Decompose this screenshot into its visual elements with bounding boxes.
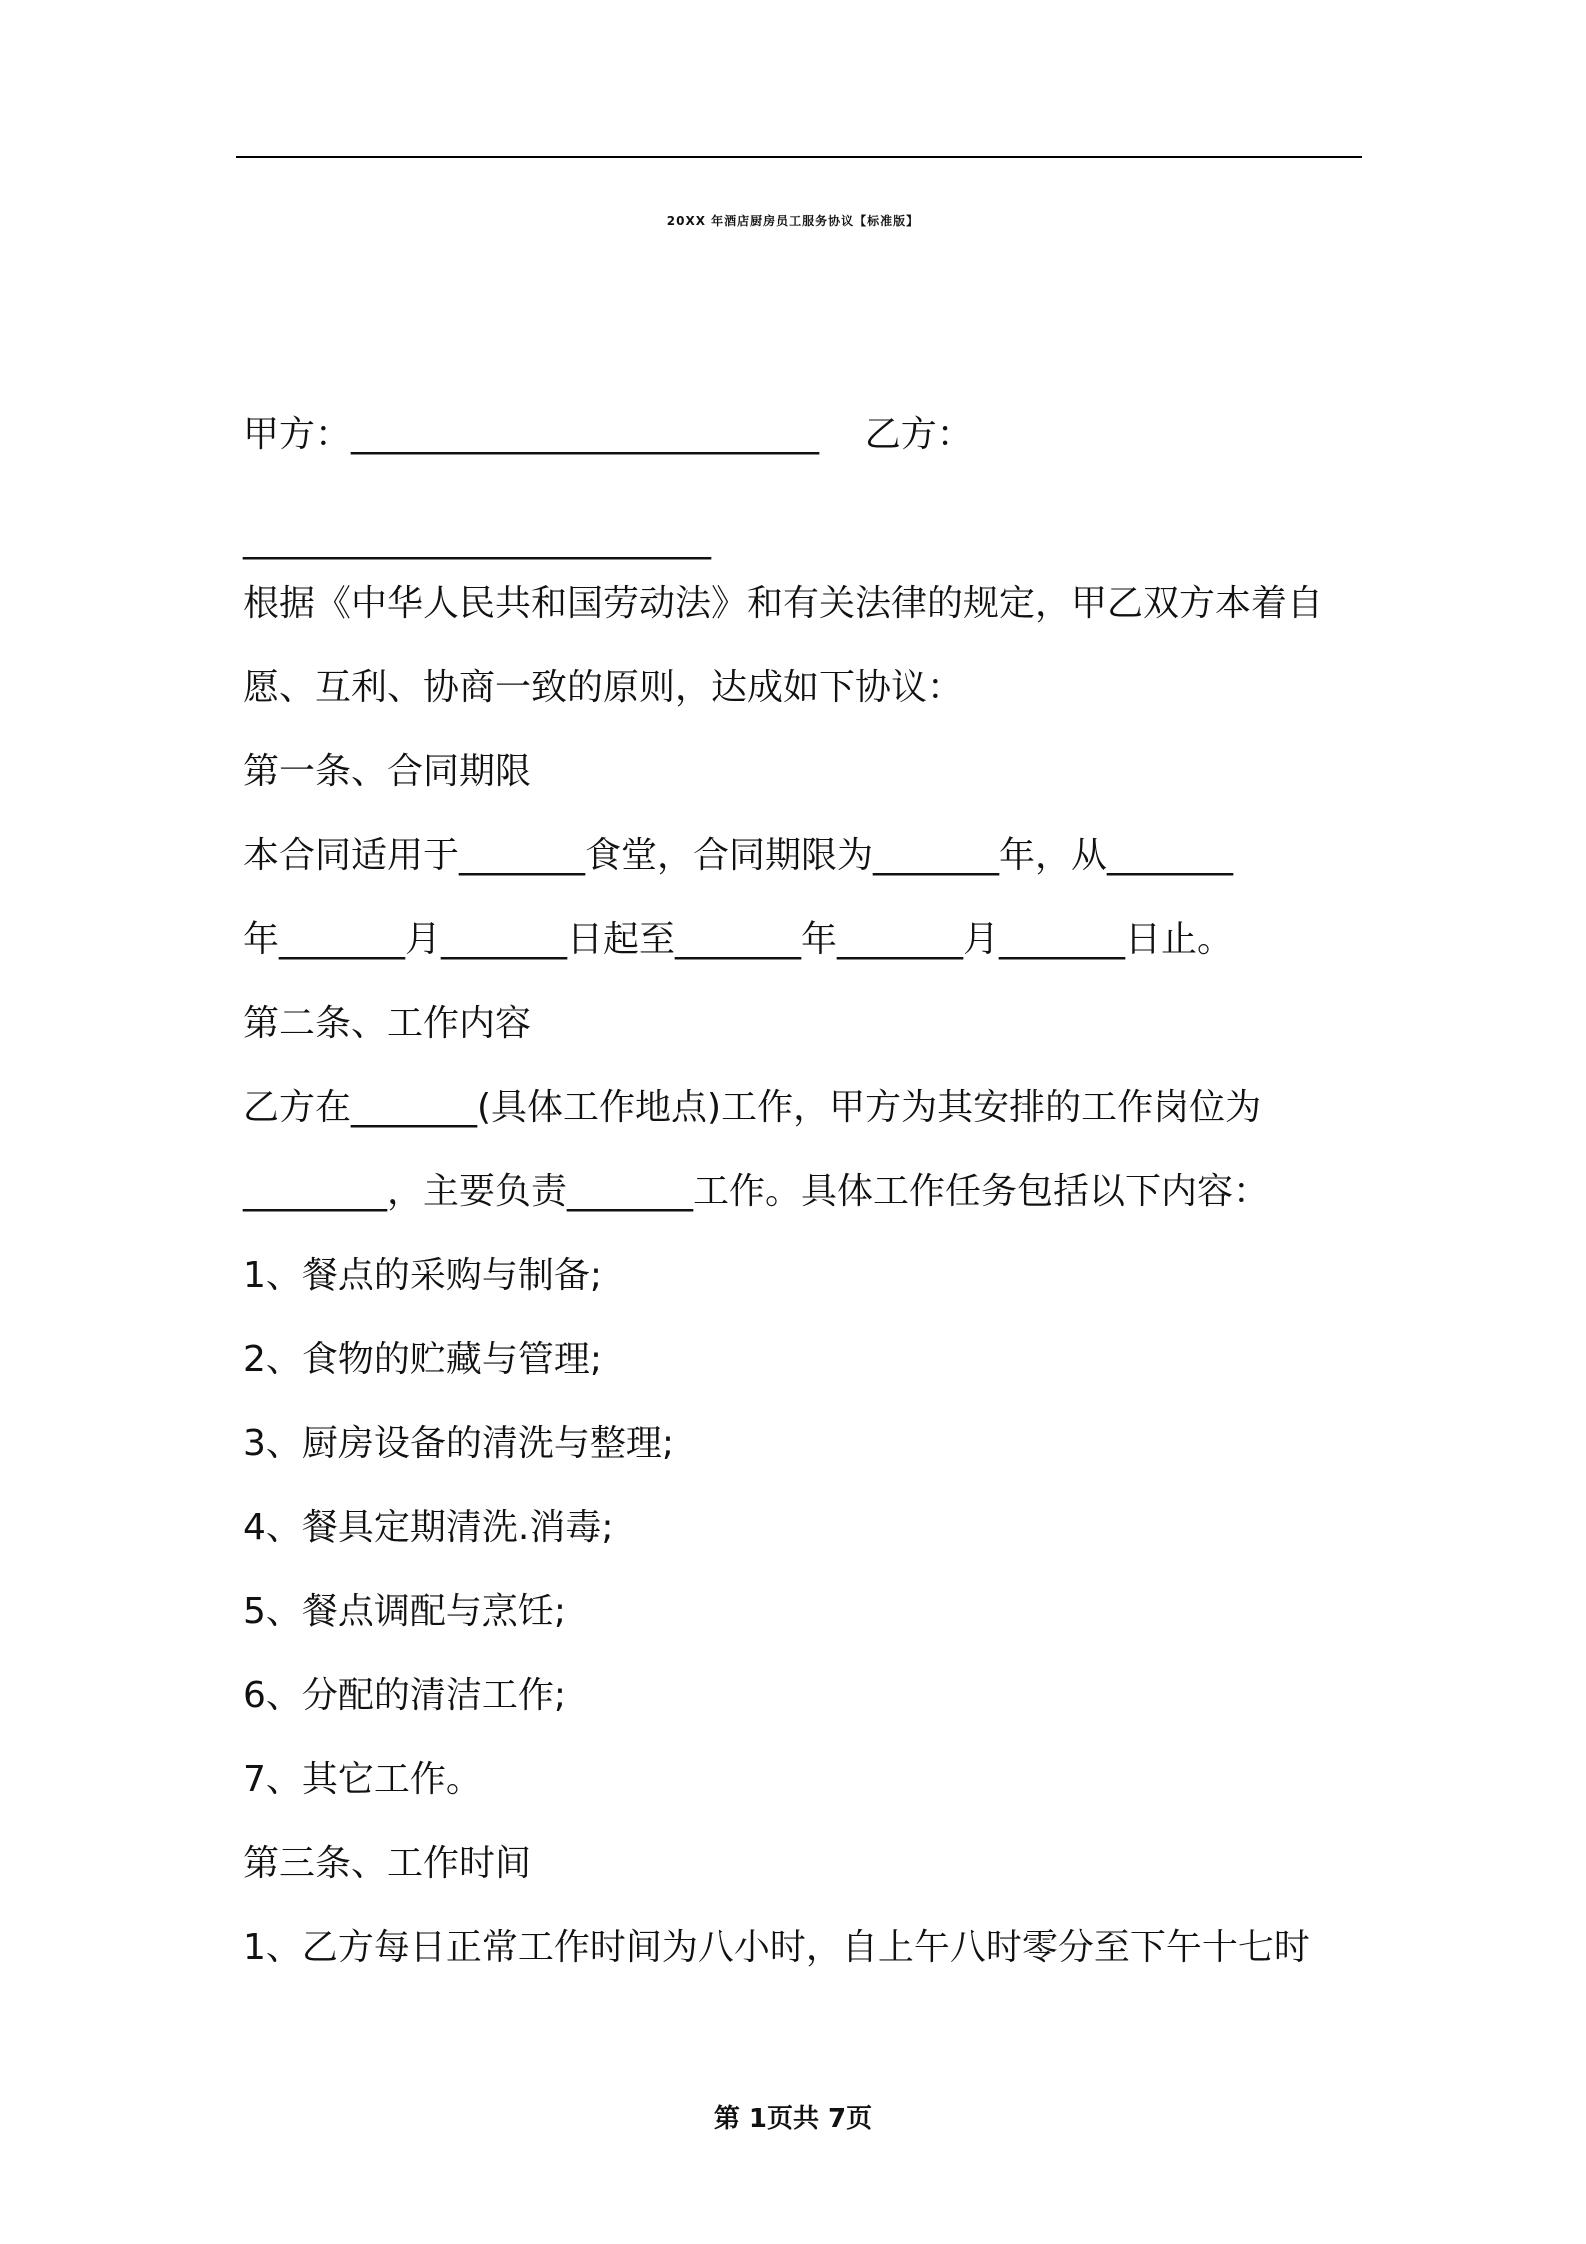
paragraph-line: 本合同适用于_______食堂，合同期限为_______年，从_______ [243,835,1234,876]
document-title: 20XX 年酒店厨房员工服务协议【标准版】 [666,214,920,228]
paragraph-line: 愿、互利、协商一致的原则，达成如下协议： [243,667,964,708]
party-line: 甲方：__________________________ 乙方： [243,414,973,455]
list-item: 6、分配的清洁工作; [243,1675,567,1716]
page-footer: 第 1页共 7页 [713,2104,873,2134]
list-item: 3、厨房设备的清洗与整理; [243,1423,675,1464]
paragraph-line: 年_______月_______日起至_______年_______月_______日止。 [243,919,1234,960]
section-heading: 第二条、工作内容 [243,1003,532,1044]
list-item: 4、餐具定期清洗.消毒; [243,1507,614,1548]
party-b-blank: __________________________ [243,519,711,560]
section-heading: 第一条、合同期限 [243,751,532,792]
list-item: 5、餐点调配与烹饪; [243,1591,567,1632]
paragraph-line: 1、乙方每日正常工作时间为八小时，自上午八时零分至下午十七时 [243,1927,1310,1968]
paragraph-line: 乙方在_______(具体工作地点)工作，甲方为其安排的工作岗位为 [243,1087,1262,1128]
paragraph-line: 根据《中华人民共和国劳动法》和有关法律的规定，甲乙双方本着自 [243,583,1324,624]
list-item: 2、食物的贮藏与管理; [243,1339,603,1380]
paragraph-line: ________，主要负责_______工作。具体工作任务包括以下内容： [243,1171,1270,1212]
section-heading: 第三条、工作时间 [243,1843,532,1884]
header-rule [236,156,1362,158]
list-item: 1、餐点的采购与制备; [243,1255,603,1296]
list-item: 7、其它工作。 [243,1759,482,1800]
